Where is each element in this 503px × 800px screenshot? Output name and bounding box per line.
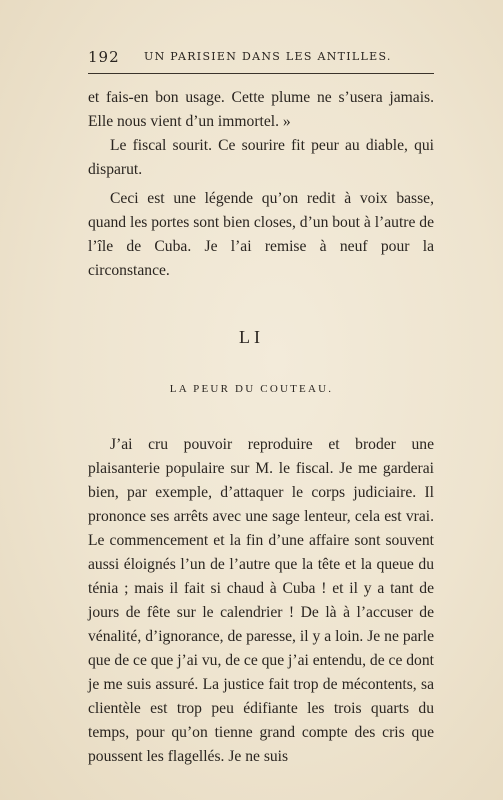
paragraph-fiscal-smile: Le fiscal sourit. Ce sourire fit peur au diable, qui disparut. xyxy=(88,137,434,178)
paragraph-continuation: et fais-en bon usage. Cette plume ne s’usera jamais. Elle nous vient d’un immortel. » xyxy=(88,89,434,130)
running-title: UN PARISIEN DANS LES ANTILLES. xyxy=(144,50,392,63)
text-block-top xyxy=(88,86,434,182)
paragraph-main: J’ai cru pouvoir reproduire et broder une plaisanterie populaire sur M. le fiscal. Je me garderai bien, par exemple, d’attaquer le corps judiciaire. Il prononce ses arrêts avec une sage lenteur, cela est vrai. Le commencement et la fin d’une affaire sont souvent aussi éloignés l’un de l’autre que la tête et la queue du ténia ; mais il fait si chaud à Cuba ! et il y a tant de jours de fête sur le calendrier ! De là à l’accuser de vénalité, d’ignorance, de paresse, il y a loin. Je ne parle que de ce que j’ai vu, de ce que j’ai entendu, de ce dont je me suis assuré. La justice fait trop de mécontents, sa clientèle est trop peu édifiante les trois quarts du temps, pour qu’on tienne grand compte des cris que poussent les flagellés. Je ne suis xyxy=(88,436,434,765)
page-number: 192 xyxy=(88,48,120,66)
running-head xyxy=(88,46,433,66)
paragraph-legend: Ceci est une légende qu’on redit à voix basse, quand les portes sont bien closes, d’un bout à l’autre de l’île de Cuba. Je l’ai remise à neuf pour la circonstance. xyxy=(88,190,435,279)
chapter-title: LA PEUR DU COUTEAU. xyxy=(169,383,334,395)
header-rule xyxy=(88,73,434,74)
text-block-legend xyxy=(88,187,434,283)
text-block-main xyxy=(88,433,434,769)
chapter-number: LI xyxy=(239,327,264,347)
